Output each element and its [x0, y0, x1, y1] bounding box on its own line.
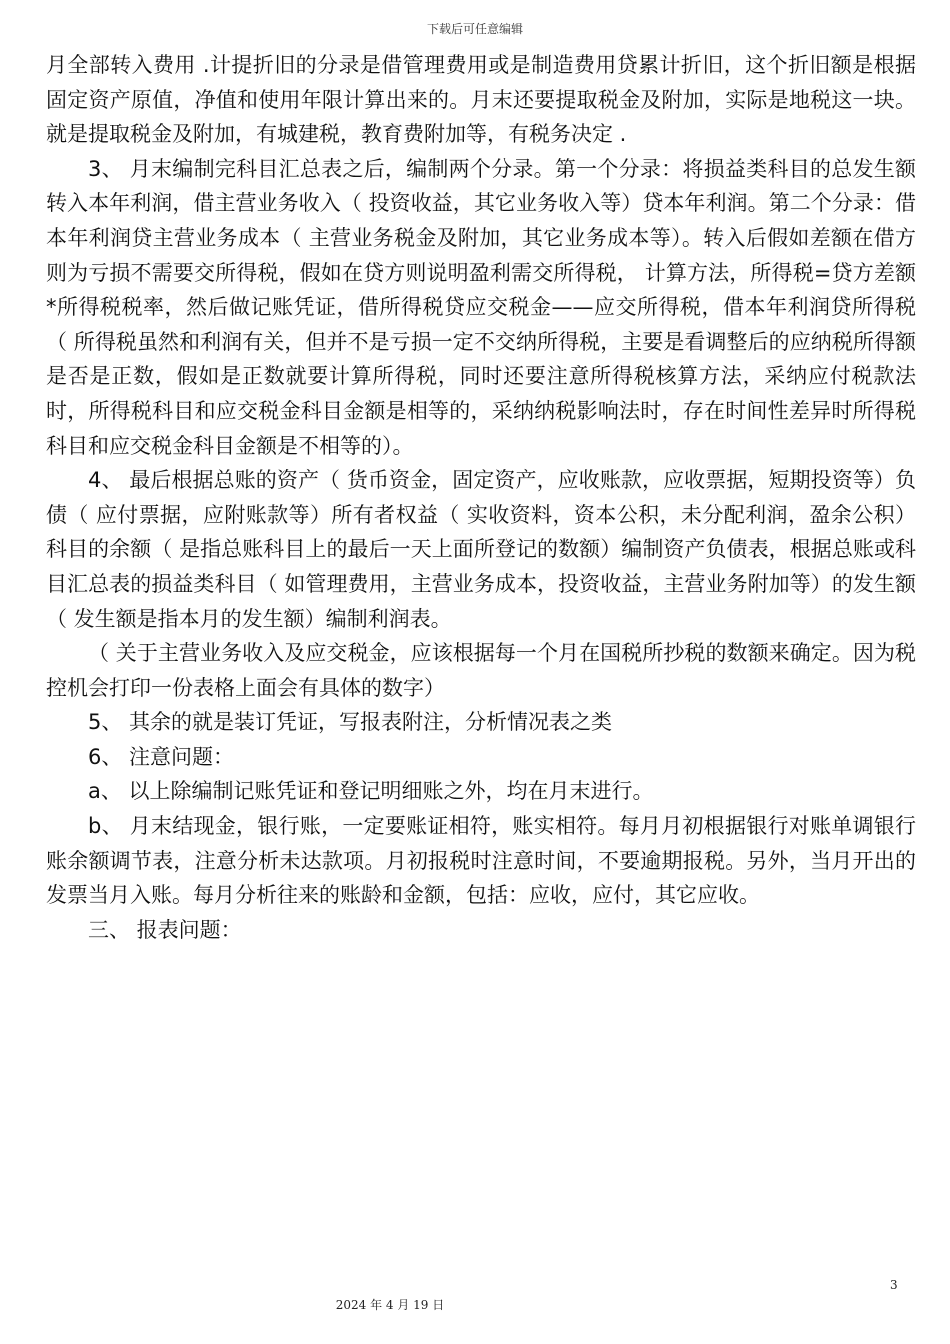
page-number: 3 [890, 1278, 898, 1292]
page-header: 下载后可任意编辑 [426, 22, 523, 36]
document-body [46, 48, 916, 947]
paragraph-depreciation-tax: 月全部转入费用 .计提折旧的分录是借管理费用或是制造费用贷累计折旧，这个折旧额是根据固定资产原值，净值和使用年限计算出来的。月末还要提取税金及附加，实际是地税这一块。就是提取税金及附加，有城建税，教育费附加等，有税务决定 . [46, 53, 916, 147]
paragraph-item-5: 5、 其余的就是装订凭证，写报表附注，分析情况表之类 [88, 710, 613, 735]
section-heading-reports: 三、 报表问题： [88, 917, 242, 942]
paragraph-note: （ 关于主营业务收入及应交税金，应该根据每一个月在国税所抄税的数额来确定。因为税控机会打印一份表格上面会有具体的数字） [46, 641, 916, 700]
paragraph-item-6: 6、 注意问题： [88, 744, 235, 769]
paragraph-item-b: b、 月末结现金，银行账，一定要账证相符，账实相符。每月月初根据银行对账单调银行账余额调节表，注意分析未达款项。月初报税时注意时间，不要逾期报税。另外，当月开出的发票当月入账。每月分析往来的账龄和金额，包括：应收，应付，其它应收。 [46, 814, 916, 908]
paragraph-item-3: 3、 月末编制完科目汇总表之后，编制两个分录。第一个分录：将损益类科目的总发生额转入本年利润，借主营业务收入（ 投资收益，其它业务收入等）贷本年利润。第二个分录：借本年利润贷主营业务成本（ 主营业务税金及附加，其它业务成本等）。转入后假如差额在借方则为亏损不需要交所得税，假如在贷方则说明盈利需交所得税， 计算方法，所得税=贷方差额*所得税税率，然后做记账凭证，借所得税贷应交税金——应交所得税，借本年利润贷所得税（ 所得税虽然和利润有关，但并不是亏损一定不交纳所得税，主要是看调整后的应纳税所得额是否是正数，假如是正数就要计算所得税，同时还要注意所得税核算方法，采纳应付税款法时，所得税科目和应交税金科目金额是相等的，采纳纳税影响法时，存在时间性差异时所得税科目和应交税金科目金额是不相等的）。 [46, 156, 916, 458]
paragraph-item-a: a、 以上除编制记账凭证和登记明细账之外，均在月末进行。 [88, 779, 654, 804]
footer-date: 2024 年 4 月 19 日 [335, 1298, 445, 1312]
paragraph-item-4: 4、 最后根据总账的资产（ 货币资金，固定资产，应收账款，应收票据，短期投资等）负债（ 应付票据，应附账款等）所有者权益（ 实收资料，资本公积，未分配利润，盈余公积）科目的余额（ 是指总账科目上的最后一天上面所登记的数额）编制资产负债表，根据总账或科目汇总表的损益类科目（ 如管理费用，主营业务成本，投资收益，主营业务附加等）的发生额（ 发生额是指本月的发生额）编制利润表。 [46, 468, 916, 631]
